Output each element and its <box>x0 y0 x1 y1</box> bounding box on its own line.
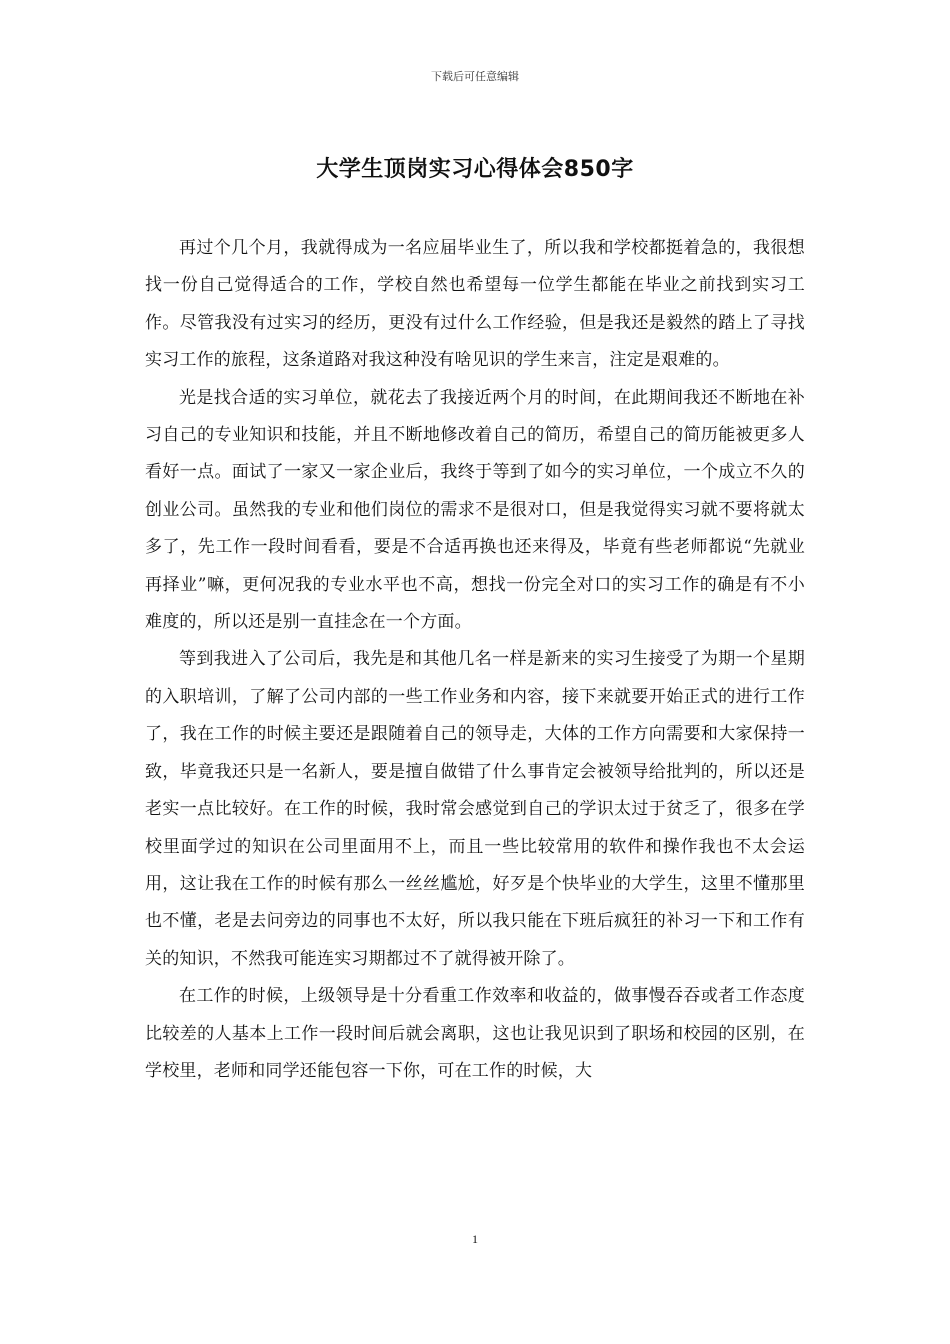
paragraph: 等到我进入了公司后，我先是和其他几名一样是新来的实习生接受了为期一个星期的入职培训，了解了公司内部的一些工作业务和内容，接下来就要开始正式的进行工作了，我在工作的时候主要还是跟随着自己的领导走，大体的工作方向需要和大家保持一致，毕竟我还只是一名新人，要是擅自做错了什么事肯定会被领导给批判的，所以还是老实一点比较好。在工作的时候，我时常会感觉到自己的学识太过于贫乏了，很多在学校里面学过的知识在公司里面用不上，而且一些比较常用的软件和操作我也不太会运用，这让我在工作的时候有那么一丝丝尴尬，好歹是个快毕业的大学生，这里不懂那里也不懂，老是去问旁边的同事也不太好，所以我只能在下班后疯狂的补习一下和工作有关的知识，不然我可能连实习期都过不了就得被开除了。 <box>145 649 805 969</box>
document-title: 大学生顶岗实习心得体会850字 <box>316 157 634 182</box>
page-header-note: 下载后可任意编辑 <box>431 70 519 83</box>
paragraph: 再过个几个月，我就得成为一名应届毕业生了，所以我和学校都挺着急的，我很想找一份自己觉得适合的工作，学校自然也希望每一位学生都能在毕业之前找到实习工作。尽管我没有过实习的经历，更没有过什么工作经验，但是我还是毅然的踏上了寻找实习工作的旅程，这条道路对我这种没有啥见识的学生来言，注定是艰难的。 <box>145 238 805 371</box>
paragraph: 光是找合适的实习单位，就花去了我接近两个月的时间，在此期间我还不断地在补习自己的专业知识和技能，并且不断地修改着自己的简历，希望自己的简历能被更多人看好一点。面试了一家又一家企业后，我终于等到了如今的实习单位，一个成立不久的创业公司。虽然我的专业和他们岗位的需求不是很对口，但是我觉得实习就不要将就太多了，先工作一段时间看看，要是不合适再换也还来得及，毕竟有些老师都说“先就业再择业”嘛，更何况我的专业水平也不高，想找一份完全对口的实习工作的确是有不小难度的，所以还是别一直挂念在一个方面。 <box>145 387 805 633</box>
document-body <box>145 230 805 1090</box>
page-number: 1 <box>472 1232 478 1246</box>
paragraph: 在工作的时候，上级领导是十分看重工作效率和收益的，做事慢吞吞或者工作态度比较差的人基本上工作一段时间后就会离职，这也让我见识到了职场和校园的区别，在学校里，老师和同学还能包容一下你，可在工作的时候，大 <box>145 986 805 1081</box>
